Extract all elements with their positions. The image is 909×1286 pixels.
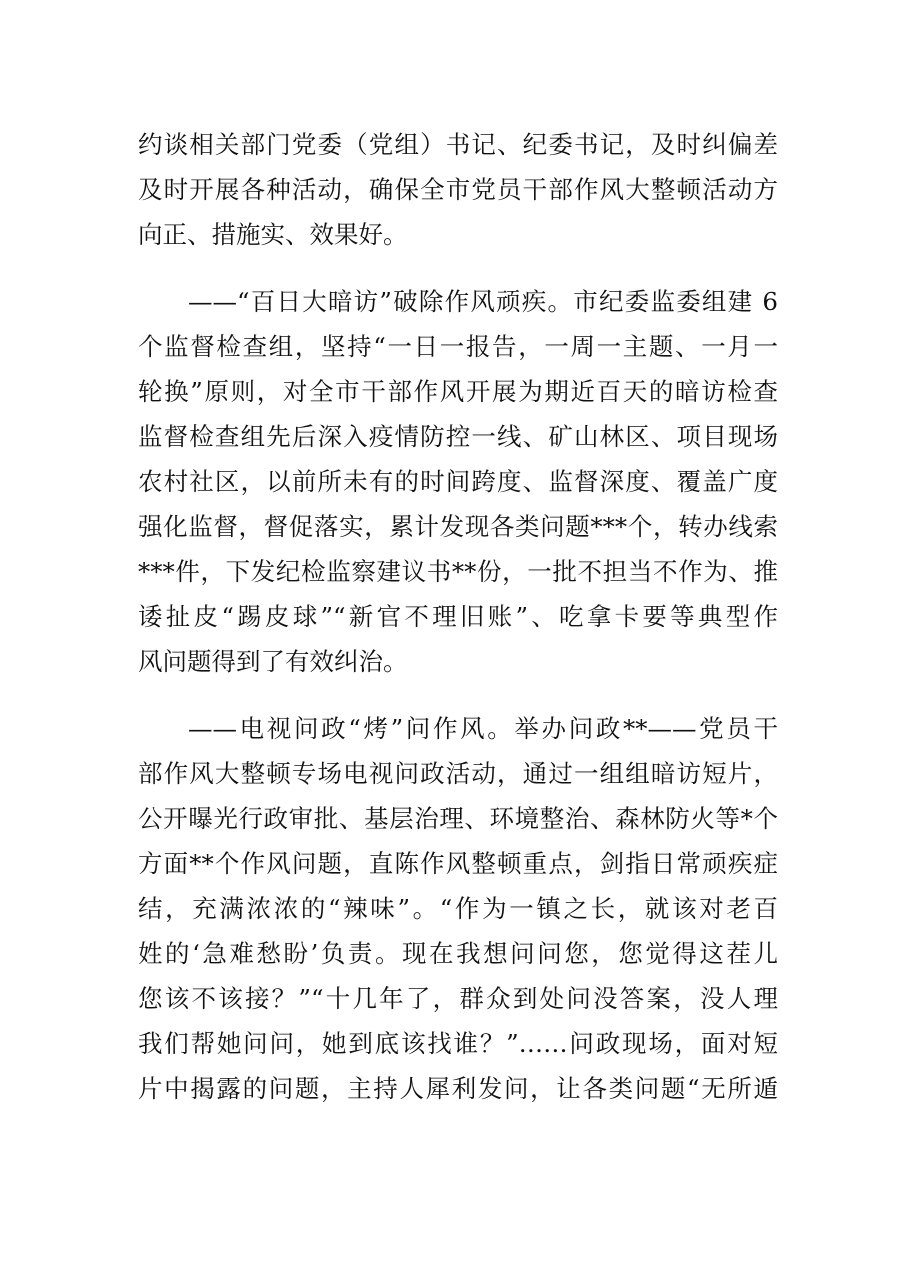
text-line: 方面**个作风问题，直陈作风整顿重点，剑指日常顽疾症 (138, 849, 778, 878)
text-line: ——“百日大暗访”破除作风顽疾。市纪委监委组建 6 (188, 287, 778, 316)
document-body (138, 122, 778, 1111)
text-line: ——电视问政“烤”问作风。举办问政**——党员干 (188, 714, 778, 743)
text-line: 诿扯皮“踢皮球”“新官不理旧账”、吃拿卡要等典型作 (138, 602, 778, 631)
text-line: 风问题得到了有效纠治。 (138, 647, 408, 676)
paragraph-gap (138, 684, 778, 706)
text-line: 您该不该接？”“十几年了，群众到处问没答案，没人理 (138, 984, 778, 1013)
text-line: 个监督检查组，坚持“一日一报告，一周一主题、一月一 (138, 332, 778, 361)
text-line: 向正、措施实、效果好。 (138, 220, 408, 249)
text-line: 结，充满浓浓的“辣味”。“作为一镇之长，就该对老百 (138, 894, 778, 923)
paragraph-2 (138, 279, 778, 684)
text-line: 片中揭露的问题，主持人犀利发问，让各类问题“无所遁 (138, 1074, 778, 1103)
text-line: 轮换”原则，对全市干部作风开展为期近百天的暗访检查 (138, 377, 778, 406)
text-line: 姓的‘急难愁盼’负责。现在我想问问您，您觉得这茬儿 (138, 939, 778, 968)
text-line: 及时开展各种活动，确保全市党员干部作风大整顿活动方 (138, 175, 778, 204)
text-line: ***件，下发纪检监察建议书**份，一批不担当不作为、推 (138, 557, 778, 586)
text-line: 强化监督，督促落实，累计发现各类问题***个，转办线索 (138, 512, 778, 541)
text-line: 农村社区，以前所未有的时间跨度、监督深度、覆盖广度 (138, 467, 778, 496)
text-line: 监督检查组先后深入疫情防控一线、矿山林区、项目现场 (138, 422, 778, 451)
text-line: 我们帮她问问，她到底该找谁？”……问政现场，面对短 (138, 1029, 778, 1058)
text-line: 部作风大整顿专场电视问政活动，通过一组组暗访短片， (138, 759, 778, 788)
paragraph-gap (138, 257, 778, 279)
text-line: 约谈相关部门党委（党组）书记、纪委书记，及时纠偏差 (138, 130, 778, 159)
text-line: 公开曝光行政审批、基层治理、环境整治、森林防火等*个 (138, 804, 778, 833)
paragraph-3 (138, 706, 778, 1111)
paragraph-1 (138, 122, 778, 257)
